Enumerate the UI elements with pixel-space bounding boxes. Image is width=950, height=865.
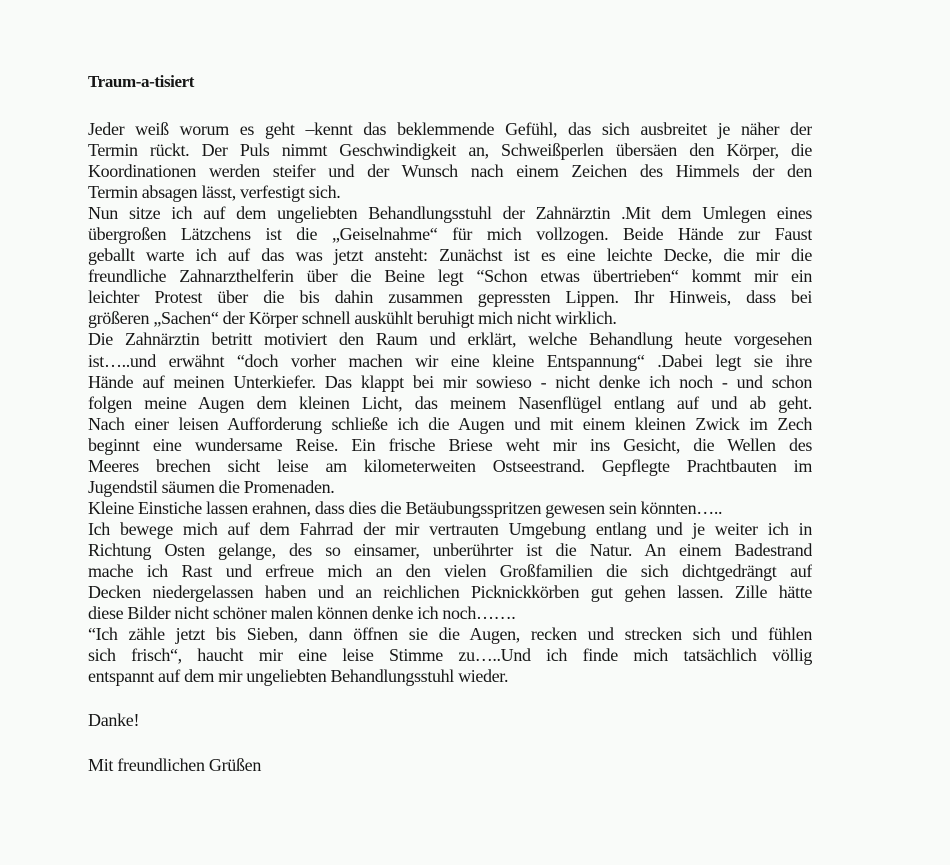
paragraph <box>88 519 812 624</box>
thanks-line: Danke! <box>88 710 140 730</box>
text-line: mache ich Rast und erfreue mich an den vielen Großfamilien die sich dichtgedrängt auf <box>88 560 812 581</box>
text-line: leichter Protest über die bis dahin zusammen gepressten Lippen. Ihr Hinweis, dass bei <box>88 287 812 308</box>
text-line: Die Zahnärztin betritt motiviert den Raum und erklärt, welche Behandlung heute vorgesehen <box>88 329 812 350</box>
text-line: Nach einer leisen Aufforderung schließe ich die Augen und mit einem kleinen Zwick im Zech <box>88 413 812 434</box>
letter-body <box>88 119 812 687</box>
text-line: geballt warte ich auf das was jetzt ansteht: Zunächst ist es eine leichte Decke, die mir die <box>88 245 812 266</box>
text-line: Ich bewege mich auf dem Fahrrad der mir vertrauten Umgebung entlang und je weiter ich in <box>88 518 812 539</box>
text-line: Meeres brechen sicht leise am kilometerweiten Ostseestrand. Gepflegte Prachtbauten im <box>88 455 812 476</box>
text-line: Decken niedergelassen haben und an reichlichen Picknickkörben gut gehen lassen. Zille hätte <box>88 582 812 603</box>
text-line: Hände auf meinen Unterkiefer. Das klappt bei mir sowieso - nicht denke ich noch - und schon <box>88 371 812 392</box>
text-line: entspannt auf dem mir ungeliebten Behandlungsstuhl wieder. <box>88 666 509 687</box>
text-line: Richtung Osten gelange, des so einsamer, unberührter ist die Natur. An einem Badestrand <box>88 539 812 560</box>
text-line: Nun sitze ich auf dem ungeliebten Behandlungsstuhl der Zahnärztin .Mit dem Umlegen eines <box>88 203 812 224</box>
text-line: Kleine Einstiche lassen erahnen, dass dies die Betäubungsspritzen gewesen sein könnten….. <box>88 497 723 518</box>
text-line: diese Bilder nicht schöner malen können denke ich noch……. <box>88 603 516 624</box>
greeting-line: Mit freundlichen Grüßen <box>88 755 262 775</box>
text-line: ist…..und erwähnt “doch vorher machen wir eine kleine Entspannung“ .Dabei legt sie ihre <box>88 350 812 371</box>
paragraph <box>88 624 812 687</box>
paragraph <box>88 498 812 519</box>
text-line: größeren „Sachen“ der Körper schnell auskühlt beruhigt mich nicht wirklich. <box>88 308 617 329</box>
text-line: Jugendstil säumen die Promenaden. <box>88 476 335 497</box>
document-title: Traum-a-tisiert <box>88 72 195 91</box>
paragraph <box>88 119 812 203</box>
text-line: folgen meine Augen dem kleinen Licht, das meinem Nasenflügel entlang auf und ab geht. <box>88 392 812 413</box>
text-line: “Ich zähle jetzt bis Sieben, dann öffnen sie die Augen, recken und strecken sich und fühlen <box>88 624 812 645</box>
text-line: beginnt eine wundersame Reise. Ein frische Briese weht mir ins Gesicht, die Wellen des <box>88 434 812 455</box>
text-line: freundliche Zahnarzthelferin über die Beine legt “Schon etwas übertrieben“ kommt mir ein <box>88 266 812 287</box>
text-line: sich frisch“, haucht mir eine leise Stimme zu…..Und ich finde mich tatsächlich völlig <box>88 645 812 666</box>
paragraph <box>88 203 812 329</box>
text-line: übergroßen Lätzchens ist die „Geiselnahme“ für mich vollzogen. Beide Hände zur Faust <box>88 224 812 245</box>
text-line: Termin rückt. Der Puls nimmt Geschwindigkeit an, Schweißperlen übersäen den Körper, die <box>88 140 812 161</box>
text-line: Termin absagen lässt, verfestigt sich. <box>88 182 341 203</box>
text-line: Koordinationen werden steifer und der Wunsch nach einem Zeichen des Himmels der den <box>88 161 812 182</box>
text-line: Jeder weiß worum es geht –kennt das beklemmende Gefühl, das sich ausbreitet je näher der <box>88 119 812 139</box>
paragraph <box>88 329 812 497</box>
